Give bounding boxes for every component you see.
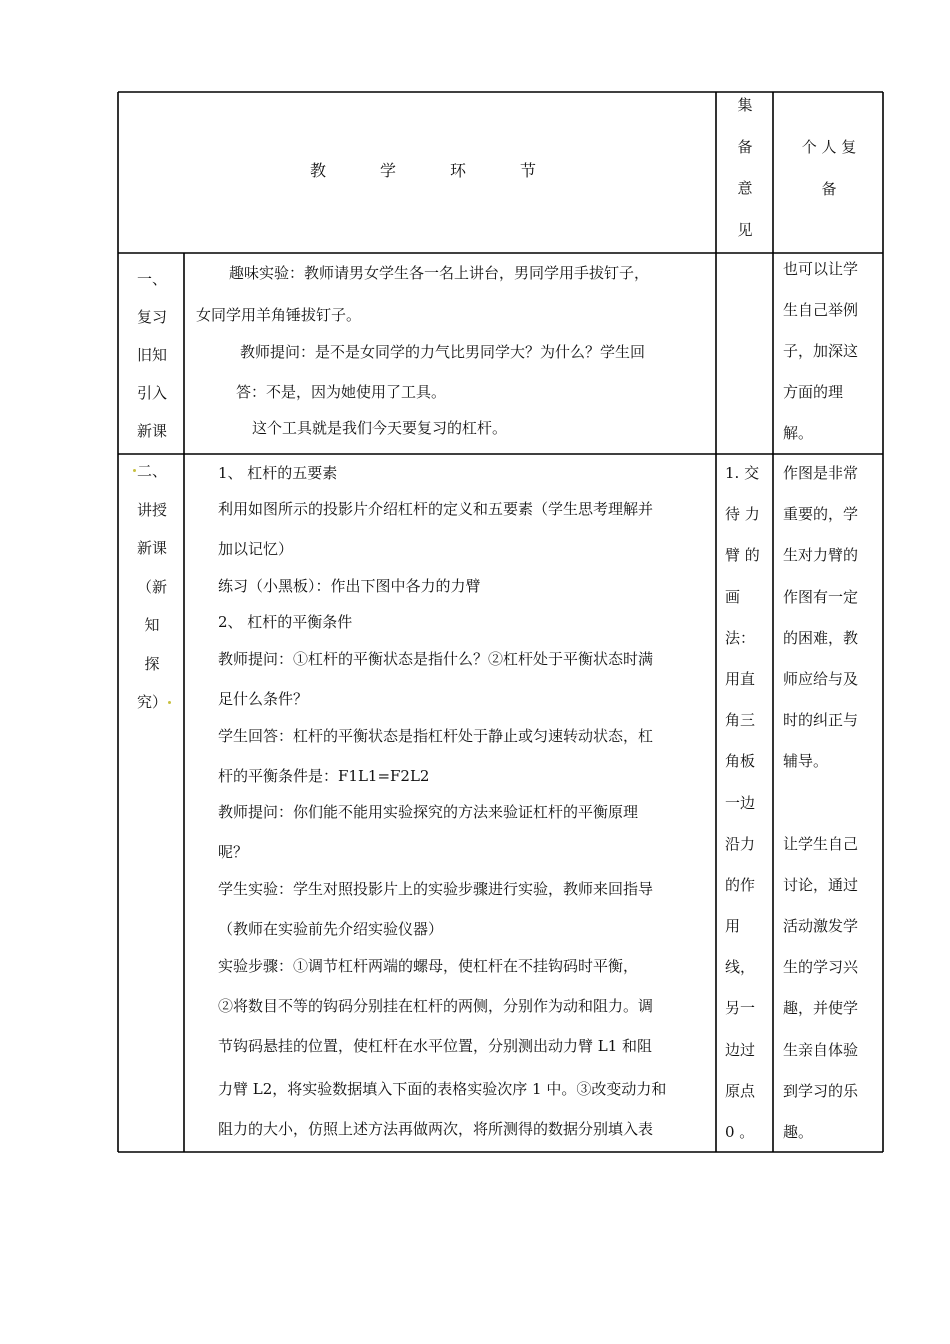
content-line: 教师提问：是不是女同学的力气比男同学大？为什么？学生回 bbox=[240, 343, 646, 361]
content-line: 杆的平衡条件是：F1L1=F2L2 bbox=[218, 767, 430, 785]
personal-line: 辅导。 bbox=[783, 752, 829, 771]
jibei-line: 臂 的 bbox=[725, 546, 760, 565]
personal-line: 趣。 bbox=[783, 1123, 814, 1141]
content-line: 呢？ bbox=[218, 843, 249, 861]
personal-line: 时的纠正与 bbox=[783, 711, 859, 730]
jibei-line: 的作 bbox=[725, 875, 756, 894]
jibei-line: 角三 bbox=[725, 711, 756, 730]
content-line: 节钩码悬挂的位置，使杠杆在水平位置，分别测出动力臂 L1 和阻 bbox=[218, 1037, 653, 1055]
label-line: 二、 bbox=[136, 462, 167, 480]
decorative-dot bbox=[133, 469, 136, 472]
header-text: 备 bbox=[821, 179, 837, 198]
jibei-line: 0 。 bbox=[725, 1123, 755, 1141]
personal-line: 方面的理 bbox=[783, 383, 844, 401]
personal-line: 师应给与及 bbox=[783, 669, 859, 688]
jibei-line: 待 力 bbox=[725, 505, 760, 524]
content-line: ②将数目不等的钩码分别挂在杠杆的两侧，分别作为动和阻力。调 bbox=[218, 997, 654, 1015]
content-line: 实验步骤：①调节杠杆两端的螺母，使杠杆在不挂钩码时平衡， bbox=[218, 957, 639, 975]
personal-line: 解。 bbox=[783, 424, 814, 442]
personal-line: 生自己举例 bbox=[783, 301, 859, 319]
label-line: 新课 bbox=[136, 539, 167, 557]
jibei-line: 1. 交 bbox=[725, 464, 760, 482]
label-line: 探 bbox=[144, 654, 160, 673]
header-char: 教 bbox=[310, 161, 327, 180]
jibei-line: 画 bbox=[725, 587, 741, 606]
content-line: 趣味实验：教师请男女学生各一名上讲台，男同学用手拔钉子， bbox=[229, 264, 650, 282]
header-char: 集 bbox=[737, 96, 753, 114]
personal-line: 趣，并使学 bbox=[783, 999, 859, 1018]
content-line: 学生实验：学生对照投影片上的实验步骤进行实验，教师来回指导 bbox=[218, 880, 654, 898]
jibei-line: 另一 bbox=[725, 999, 756, 1018]
label-line: 新课 bbox=[136, 422, 167, 440]
label-line: 究） bbox=[136, 693, 167, 711]
label-line: 讲授 bbox=[136, 500, 167, 519]
content-line: （教师在实验前先介绍实验仪器） bbox=[218, 920, 444, 938]
content-line: 足什么条件？ bbox=[218, 690, 309, 708]
jibei-line: 原点 bbox=[725, 1081, 756, 1100]
jibei-line: 一边 bbox=[725, 793, 756, 812]
label-line: 一、 bbox=[136, 270, 167, 288]
section2-jibei bbox=[725, 464, 760, 1164]
jibei-line: 法： bbox=[725, 628, 756, 647]
personal-line: 生亲自体验 bbox=[783, 1040, 859, 1059]
personal-line: 讨论，通过 bbox=[783, 875, 859, 894]
jibei-line: 线， bbox=[725, 958, 756, 977]
content-line: 练习（小黑板）：作出下图中各力的力臂 bbox=[218, 577, 481, 595]
jibei-line: 边过 bbox=[725, 1040, 756, 1059]
jibei-line: 用 bbox=[725, 917, 741, 936]
personal-line: 生的学习兴 bbox=[783, 958, 859, 977]
content-line: 女同学用羊角锤拔钉子。 bbox=[196, 306, 362, 324]
header-text: 个 人 复 bbox=[801, 138, 857, 156]
header-geren bbox=[776, 138, 882, 221]
header-teaching-steps bbox=[310, 158, 590, 181]
label-line: 旧知 bbox=[136, 346, 167, 364]
personal-line: 作图是非常 bbox=[783, 464, 859, 482]
header-char: 见 bbox=[737, 220, 753, 239]
content-line: 答：不是，因为她使用了工具。 bbox=[236, 383, 447, 401]
content-line: 2、 杠杆的平衡条件 bbox=[218, 613, 353, 631]
content-line: 学生回答：杠杆的平衡状态是指杠杆处于静止或匀速转动状态，杠 bbox=[218, 727, 654, 745]
header-char: 学 bbox=[380, 161, 397, 180]
section1-personal bbox=[783, 260, 858, 465]
jibei-line: 沿力 bbox=[725, 834, 756, 853]
content-line: 力臂 L2，将实验数据填入下面的表格实验次序 1 中。③改变动力和 bbox=[218, 1080, 667, 1098]
header-char: 节 bbox=[520, 161, 537, 180]
personal-line: 生对力臂的 bbox=[783, 546, 859, 565]
jibei-line: 角板 bbox=[725, 752, 756, 771]
content-line: 教师提问：你们能不能用实验探究的方法来验证杠杆的平衡原理 bbox=[218, 803, 639, 821]
header-char: 意 bbox=[737, 179, 753, 197]
content-line: 教师提问：①杠杆的平衡状态是指什么？②杠杆处于平衡状态时满 bbox=[218, 650, 654, 668]
label-line: 知 bbox=[144, 616, 160, 634]
content-line: 1、 杠杆的五要素 bbox=[218, 464, 338, 482]
content-line: 利用如图所示的投影片介绍杠杆的定义和五要素（学生思考理解并 bbox=[218, 500, 654, 518]
personal-line: 也可以让学 bbox=[783, 260, 859, 278]
personal-line: 的困难，教 bbox=[783, 628, 859, 647]
jibei-line: 用直 bbox=[725, 669, 756, 688]
content-line: 加以记忆） bbox=[218, 540, 294, 558]
header-char: 备 bbox=[737, 137, 753, 156]
section2-personal bbox=[783, 464, 858, 1164]
personal-line: 活动激发学 bbox=[783, 917, 859, 936]
section2-label bbox=[128, 462, 176, 732]
header-jibei bbox=[732, 96, 758, 262]
section1-label bbox=[128, 270, 176, 460]
personal-line: 作图有一定 bbox=[783, 587, 859, 606]
personal-line: 到学习的乐 bbox=[783, 1081, 859, 1100]
content-line: 这个工具就是我们今天要复习的杠杆。 bbox=[252, 419, 508, 437]
personal-line: 重要的，学 bbox=[783, 505, 859, 524]
personal-line: 让学生自己 bbox=[783, 834, 859, 853]
personal-line bbox=[783, 794, 858, 835]
label-line: （新 bbox=[136, 577, 167, 596]
header-char: 环 bbox=[450, 161, 467, 180]
content-line: 阻力的大小，仿照上述方法再做两次，将所测得的数据分别填入表 bbox=[218, 1120, 654, 1138]
label-line: 复习 bbox=[136, 308, 167, 326]
label-line: 引入 bbox=[136, 384, 167, 402]
personal-line: 子，加深这 bbox=[783, 342, 859, 360]
decorative-dot bbox=[168, 701, 171, 704]
